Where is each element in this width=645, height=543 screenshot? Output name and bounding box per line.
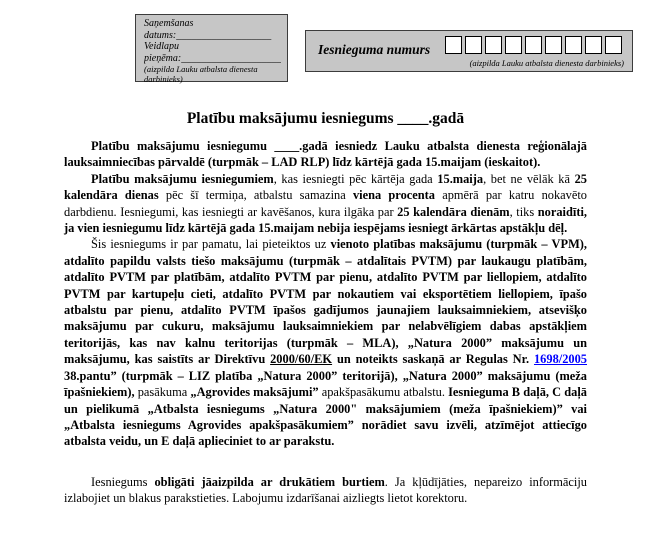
paragraph-payment-types (64, 236, 587, 449)
text-segment: pēc šī termiņa, atbalstu samazina (158, 188, 353, 203)
application-number-note: (aizpilda Lauku atbalsta dienesta darbinieks) (469, 58, 624, 68)
number-cell (605, 36, 622, 54)
number-cell (525, 36, 542, 54)
text-segment: pasākuma (137, 385, 191, 400)
received-label-line3: Veidlapu (144, 41, 179, 52)
text-segment: 38.pantu” (turpmāk – LIZ platība „Natura 2000” teritorijā), „Natura 2000” maksājumu (meža īpašniekiem), (64, 368, 587, 400)
text-segment: 25 kalendāra dienas (64, 171, 587, 203)
text-segment: Iesnieguma B daļā, C daļā un pielikumā „Atbalsta iesniegums „Natura 2000" maksājumiem (meža īpašniekiem)” vai „Atbalsta iesniegums Agrovides apakšpasākumiem” norādiet savu izvēli, atzīmējot attiecīgo atbalsta veidu, un E daļā aplieciniet to ar parakstu. (64, 385, 587, 449)
text-segment: apakšpasākumu atbalstu. (318, 385, 449, 400)
paragraph-late-submission-rules (64, 171, 587, 237)
text-segment: , tiks (509, 204, 538, 219)
text-segment: noraidīti, ja vien iesniegumu līdz kārtējā gada 15.maijam nebija iespējams iesniegt ārkārtas apstākļu dēļ. (64, 204, 587, 236)
number-cell (565, 36, 582, 54)
received-date-field: datums:___________________ (144, 29, 272, 41)
text-segment: , kas iesniegti pēc kārtēja gada (273, 171, 438, 186)
received-label-line1: Saņemšanas (144, 18, 194, 29)
number-cell (505, 36, 522, 54)
text-segment: un noteikts saskaņā ar Regulas Nr. (332, 352, 534, 367)
received-box-note: (aizpilda Lauku atbalsta dienesta darbinieks) (144, 64, 258, 84)
received-by-field: pieņēma:____________________ (144, 52, 281, 64)
application-number-cells (442, 36, 622, 54)
document-body (64, 110, 587, 507)
text-segment: apmērā par katru nokavēto darbdienu. Iesniegumi, kas iesniegti ar kavēšanos, kura ilgāka par (64, 188, 587, 219)
text-segment: „Agrovides maksājumi” (190, 385, 319, 400)
number-cell (545, 36, 562, 54)
number-cell (465, 36, 482, 54)
text-segment: 25 kalendāra dienām (397, 204, 510, 219)
text-segment: 15.maija (437, 171, 484, 186)
application-number-label: Iesnieguma numurs (318, 42, 431, 57)
paragraph-filling-instructions (64, 474, 587, 507)
received-stamp-box (135, 14, 288, 82)
text-segment: Platību maksājumu iesniegumu ____.gadā iesniedz Lauku atbalsta dienesta reģionālajā lauksaimniecības pārvaldē (turpmāk – LAD RLP) līdz kārtējā gada 15.maijam (ieskaitot). (64, 139, 587, 170)
text-segment: , bet ne vēlāk kā (483, 171, 575, 186)
number-cell (445, 36, 462, 54)
text-segment: vienoto platības maksājumu (turpmāk – VPM), atdalīto papildu valsts tiešo maksājumu (turpmāk – atdalītais PVTM) par laukaugu platībām, atdalīto PVTM par platībām, atdalīto PVTM par pienu, atdalīto PVTM par liellopiem, atdalīto PVTM par kartupeļu cieti, atdalīto PVTM par nokautiem vai eksportētiem liellopiem, īpašo atbalstu par pienu, atdalīto PVTM īpašos gadījumos jaunajiem lauksaimniekiem, atsevišķo maksājumu par cukuru, maksājumu lauksaimniekiem par nelabvēlīgiem dabas apstākļiem teritorijās, kas nav kalnu teritorijas (turpmāk – MLA), „Natura 2000” maksājumu un maksājumu, kas saistīts ar Direktīvu (64, 237, 587, 367)
number-cell (485, 36, 502, 54)
paragraph-submission-deadline (64, 138, 587, 171)
document-title: Platību maksājumu iesniegums ____.gadā (186, 110, 465, 127)
text-segment: Platību maksājumu iesniegumiem (91, 171, 274, 186)
number-cell (585, 36, 602, 54)
text-segment: viena procenta (352, 188, 435, 203)
text-segment: Šis iesniegums ir par pamatu, lai pieteiktos uz (91, 237, 331, 252)
text-segment: Iesniegums (91, 474, 155, 489)
application-number-box (305, 30, 633, 72)
text-segment: . Ja kļūdījāties, nepareizo informāciju izlabojiet un blakus parakstieties. Labojumu izdarīšanai aizliegts lietot korektoru. (64, 474, 588, 506)
regulation-1698-2005-link[interactable]: 1698/2005 (533, 352, 587, 367)
text-segment: obligāti jāaizpilda ar drukātiem burtiem (154, 474, 385, 489)
text-segment: 2000/60/EK (270, 352, 333, 367)
